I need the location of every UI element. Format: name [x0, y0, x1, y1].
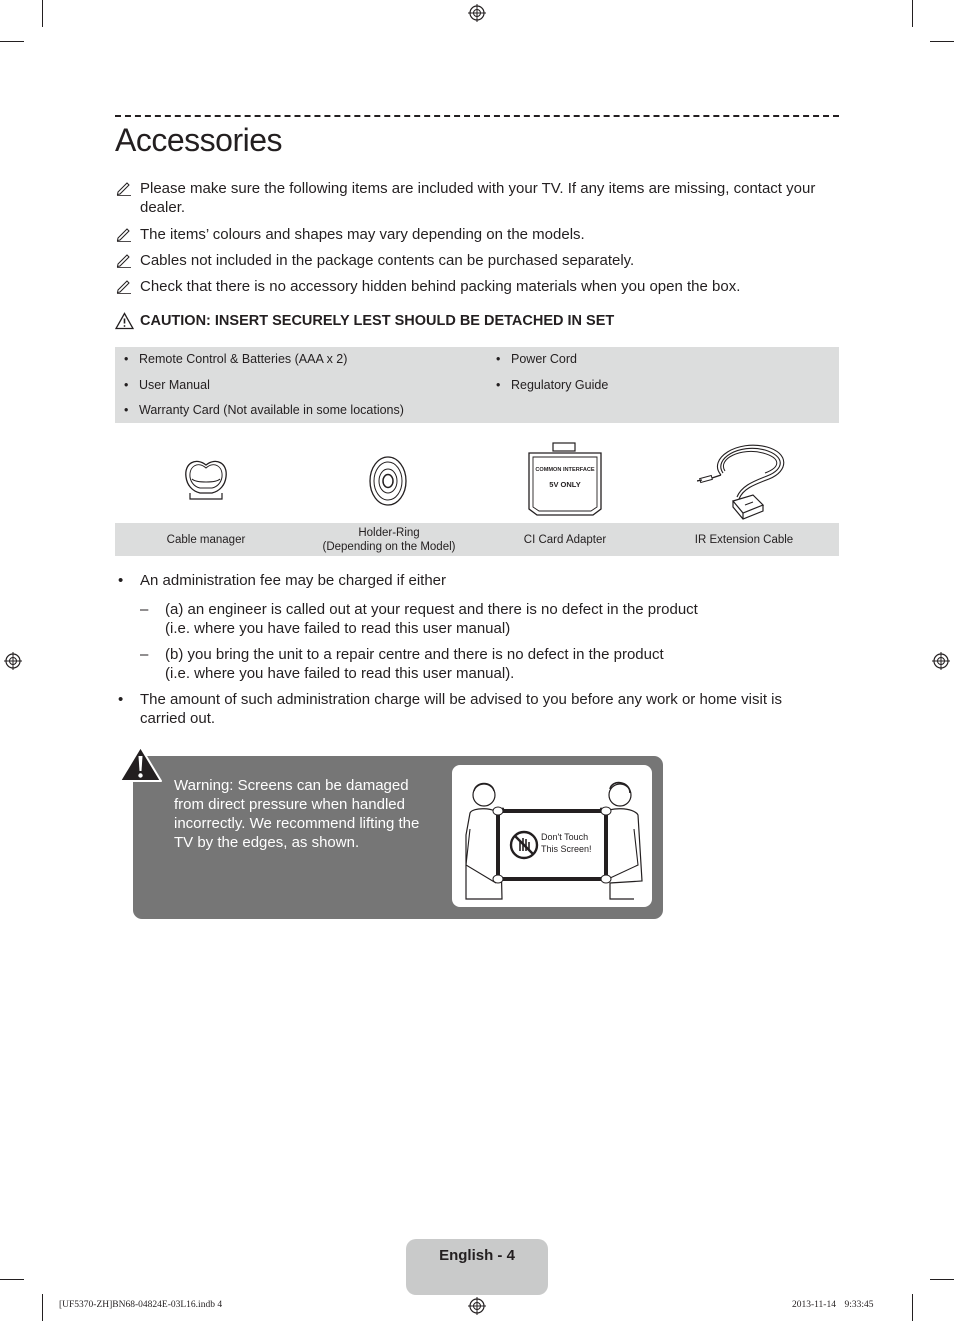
holder-ring-icon	[366, 455, 410, 507]
ci-label-5v-only: 5V ONLY	[549, 480, 581, 489]
note-text: Please make sure the following items are included with your TV. If any items are missing, contact your dealer.	[140, 180, 816, 216]
pencil-note-icon	[115, 225, 133, 243]
note-item	[115, 251, 839, 270]
caption-ir-extension-cable: IR Extension Cable	[694, 533, 794, 546]
bullet-marker: •	[496, 378, 501, 392]
note-item	[115, 225, 839, 244]
warning-text: Warning: Screens can be damaged from direct pressure when handled incorrectly. We recommend lifting the TV by the edges, as shown.	[174, 777, 420, 851]
fee-case-a-text: (a) an engineer is called out at your request and there is no defect in the product (i.e. where you have failed to read this user manual)	[165, 601, 698, 637]
list-item	[115, 571, 839, 590]
list-item	[140, 600, 839, 638]
registration-mark-icon	[468, 1297, 486, 1315]
caution-text: CAUTION: INSERT SECURELY LEST SHOULD BE DETACHED IN SET	[140, 313, 615, 329]
dont-touch-line2: This Screen!	[541, 844, 592, 854]
tv-handling-illustration	[452, 765, 652, 907]
page-number-label: English - 4	[439, 1247, 515, 1264]
bullet-marker: •	[124, 403, 129, 417]
crop-mark	[42, 1294, 43, 1321]
note-item	[115, 277, 839, 296]
note-item	[115, 179, 839, 217]
crop-mark	[0, 1279, 24, 1280]
accessory-illustrations	[115, 433, 839, 523]
fee-case-b-text: (b) you bring the unit to a repair centre and there is no defect in the product (i.e. where you have failed to read this user manual).	[165, 646, 664, 682]
caution-triangle-icon	[115, 312, 134, 330]
crop-mark	[912, 0, 913, 27]
dont-touch-line1: Don't Touch	[541, 832, 589, 842]
note-text: Check that there is no accessory hidden behind packing materials when you open the box.	[140, 278, 741, 295]
warning-triangle-icon	[118, 745, 163, 783]
pencil-note-icon	[115, 251, 133, 269]
note-text: Cables not included in the package contents can be purchased separately.	[140, 252, 635, 269]
pencil-note-icon	[115, 179, 133, 197]
registration-mark-icon	[468, 4, 486, 22]
bullet-marker: •	[118, 572, 124, 589]
caption-ci-card-adapter: CI Card Adapter	[523, 533, 607, 546]
section-divider	[115, 115, 839, 117]
print-slug-left: [UF5370-ZH]BN68-04824E-03L16.indb 4	[59, 1300, 223, 1310]
registration-mark-icon	[932, 652, 950, 670]
ir-extension-cable-icon	[697, 439, 792, 521]
caption-holder-ring: Holder-Ring (Depending on the Model)	[322, 526, 456, 553]
registration-mark-icon	[4, 652, 22, 670]
ci-label-common-interface: COMMON INTERFACE	[535, 467, 595, 473]
crop-mark	[930, 41, 954, 42]
list-item	[140, 645, 839, 683]
dash-marker: –	[140, 646, 149, 663]
accessory-label: Remote Control & Batteries (AAA x 2)	[139, 352, 348, 366]
crop-mark	[42, 0, 43, 27]
bullet-marker: •	[124, 352, 129, 366]
caption-bar	[115, 523, 839, 556]
caption-cable-manager: Cable manager	[166, 533, 246, 546]
people-lifting-tv-illustration	[452, 765, 652, 907]
pencil-note-icon	[115, 277, 133, 295]
bullet-marker: •	[118, 691, 124, 708]
note-text: The items’ colours and shapes may vary depending on the models.	[140, 226, 585, 243]
accessory-label: Power Cord	[511, 352, 577, 366]
crop-mark	[930, 1279, 954, 1280]
page-title: Accessories	[115, 122, 282, 158]
accessory-label: Warranty Card (Not available in some locations)	[139, 403, 404, 417]
print-slug-right: 2013-11-14 9:33:45	[792, 1300, 874, 1310]
bullet-marker: •	[496, 352, 501, 366]
bullet-marker: •	[124, 378, 129, 392]
crop-mark	[0, 41, 24, 42]
ci-card-adapter-icon	[525, 441, 605, 519]
crop-mark	[912, 1294, 913, 1321]
fee-advice-text: The amount of such administration charge will be advised to you before any work or home visit is carried out.	[140, 691, 782, 727]
accessory-label: Regulatory Guide	[511, 378, 609, 392]
cable-manager-icon	[182, 455, 230, 503]
accessory-label: User Manual	[139, 378, 210, 392]
fee-intro-text: An administration fee may be charged if either	[140, 572, 446, 589]
dash-marker: –	[140, 601, 149, 618]
list-item	[115, 690, 839, 728]
